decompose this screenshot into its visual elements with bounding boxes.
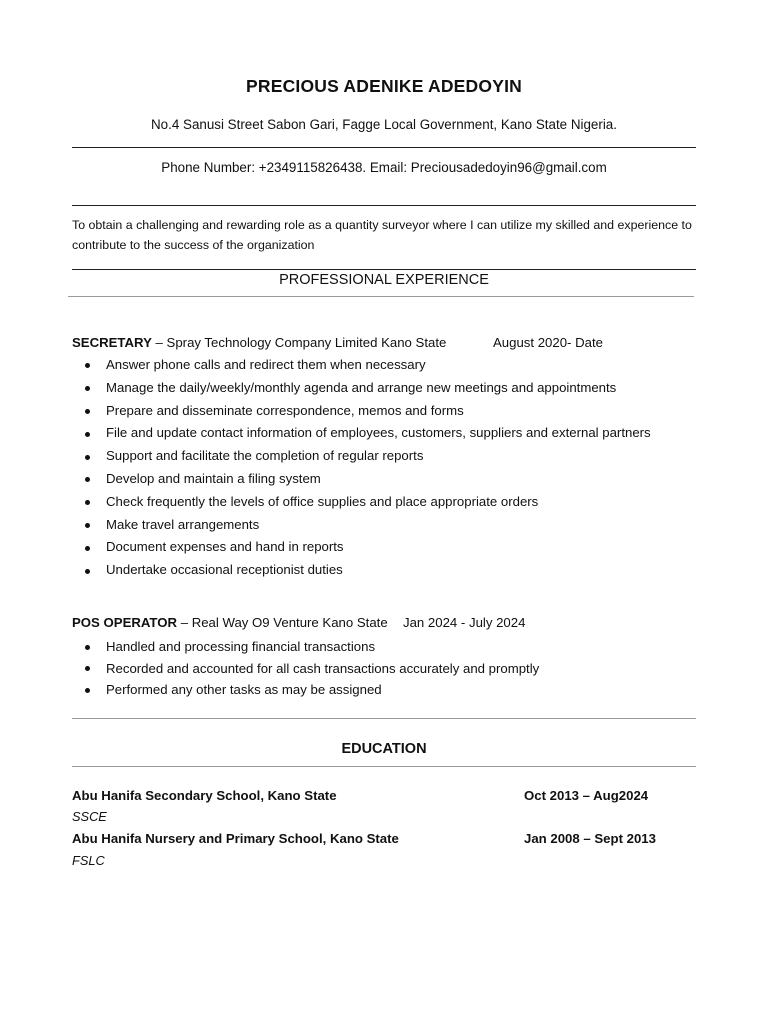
school-name: Abu Hanifa Secondary School, Kano State — [72, 788, 337, 803]
list-item: Prepare and disseminate correspondence, memos and forms — [72, 400, 651, 423]
job-role: POS OPERATOR — [72, 615, 178, 630]
objective-statement: To obtain a challenging and rewarding role as a quantity surveyor where I can utilize my skilled and experience to contribute to the success of the organization — [72, 218, 692, 252]
qualification: SSCE — [72, 809, 107, 824]
list-item: Develop and maintain a filing system — [72, 468, 651, 491]
job-header — [72, 335, 446, 350]
education-bottom-divider — [72, 766, 696, 767]
school-dates: Oct 2013 – Aug2024 — [524, 788, 649, 803]
experience-bottom-divider — [68, 296, 694, 297]
job-role: SECRETARY — [72, 335, 152, 350]
duties-list — [72, 354, 651, 582]
list-item: Performed any other tasks as may be assigned — [72, 679, 539, 701]
list-item: Answer phone calls and redirect them when necessary — [72, 354, 651, 377]
job-header — [72, 615, 388, 630]
experience-section-title: PROFESSIONAL EXPERIENCE — [279, 272, 489, 288]
list-item: Handled and processing financial transactions — [72, 636, 539, 658]
list-item: Recorded and accounted for all cash transactions accurately and promptly — [72, 658, 539, 680]
job-separator: – — [177, 615, 192, 630]
school-dates: Jan 2008 – Sept 2013 — [524, 831, 656, 846]
contact-line: Phone Number: +2349115826438. Email: Preciousadedoyin96@gmail.com — [161, 160, 607, 175]
address-line: No.4 Sanusi Street Sabon Gari, Fagge Local Government, Kano State Nigeria. — [151, 117, 617, 132]
duties-list — [72, 636, 539, 701]
candidate-name: PRECIOUS ADENIKE ADEDOYIN — [246, 76, 522, 96]
contact-divider — [72, 205, 696, 206]
education-section-title: EDUCATION — [341, 741, 427, 757]
job-company: Real Way O9 Venture Kano State — [191, 615, 388, 630]
qualification: FSLC — [72, 853, 105, 868]
job-dates: Jan 2024 - July 2024 — [403, 615, 526, 630]
job-dates: August 2020- Date — [493, 335, 603, 350]
list-item: Check frequently the levels of office supplies and place appropriate orders — [72, 491, 651, 514]
list-item: Undertake occasional receptionist duties — [72, 559, 651, 582]
list-item: Support and facilitate the completion of regular reports — [72, 445, 651, 468]
list-item: Make travel arrangements — [72, 514, 651, 537]
header-divider — [72, 147, 696, 148]
list-item: File and update contact information of employees, customers, suppliers and external partners — [72, 422, 651, 445]
list-item: Document expenses and hand in reports — [72, 536, 651, 559]
list-item: Manage the daily/weekly/monthly agenda and arrange new meetings and appointments — [72, 377, 651, 400]
education-top-divider — [72, 718, 696, 719]
job-separator: – — [151, 335, 167, 350]
experience-top-divider — [72, 269, 696, 270]
job-company: Spray Technology Company Limited Kano State — [166, 335, 447, 350]
school-name: Abu Hanifa Nursery and Primary School, Kano State — [72, 831, 399, 846]
